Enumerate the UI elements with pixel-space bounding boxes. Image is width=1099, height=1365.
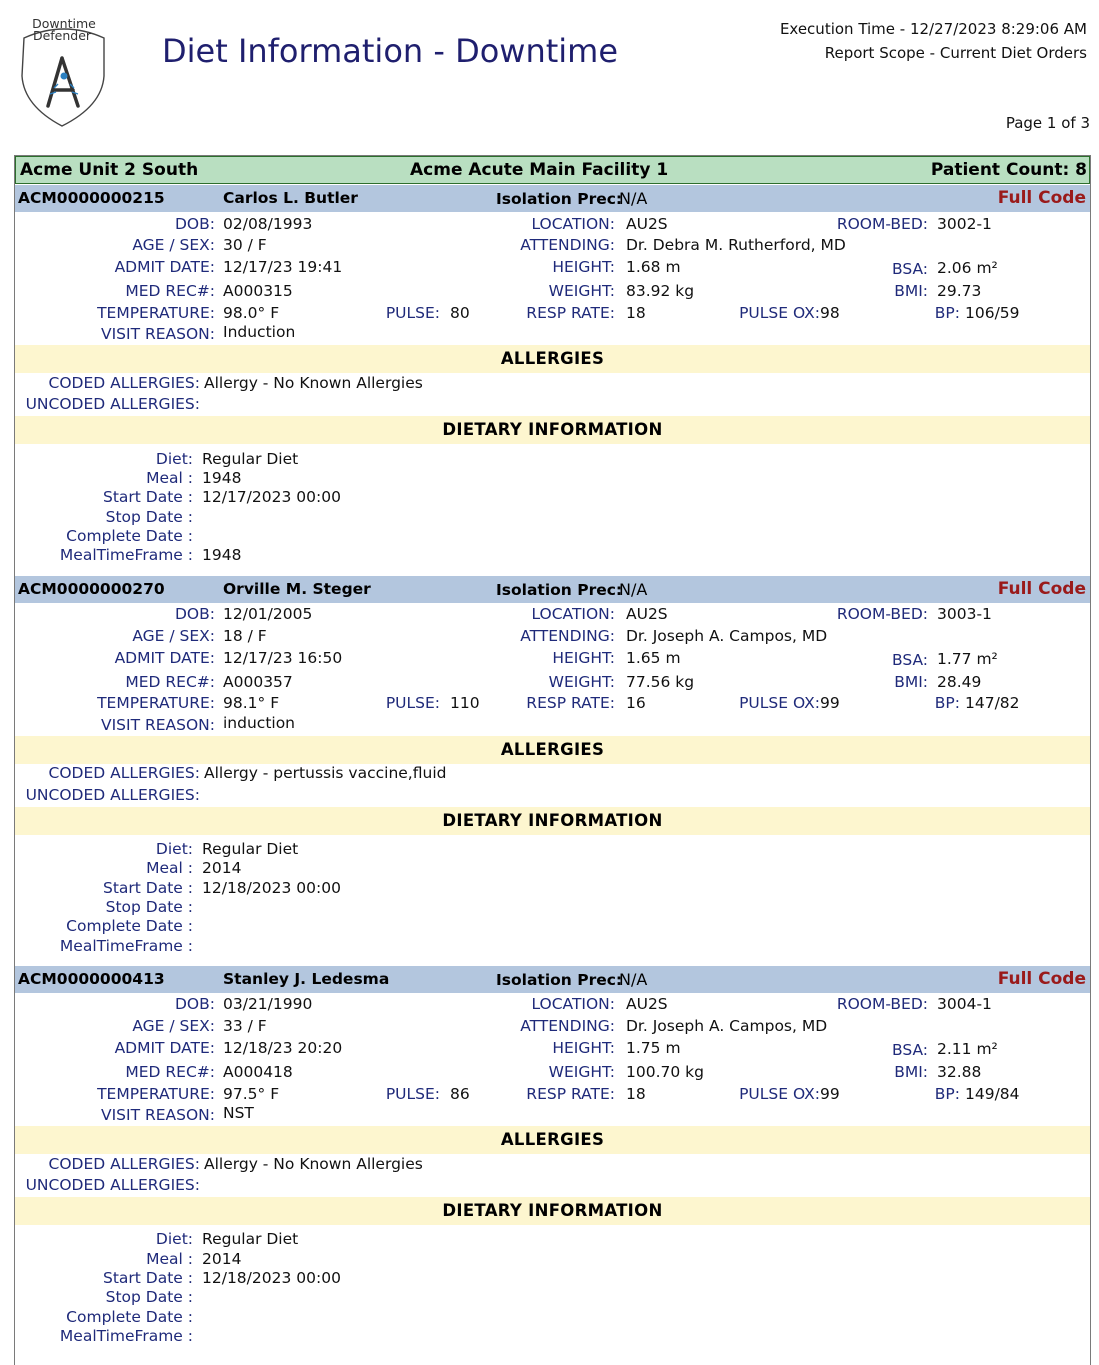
visit-reason-label: VISIT REASON: bbox=[100, 716, 215, 734]
dob-label: DOB: bbox=[175, 605, 215, 623]
resp-rate-value: 18 bbox=[626, 304, 646, 322]
resp-rate-label: RESP RATE: bbox=[526, 1085, 615, 1103]
meal-label: Meal : bbox=[146, 859, 193, 877]
height-value: 1.65 m bbox=[626, 649, 681, 667]
room-bed-value: 3002-1 bbox=[937, 215, 992, 233]
bp-value: 149/84 bbox=[965, 1085, 1020, 1103]
patient-count: Patient Count: 8 bbox=[930, 160, 1087, 180]
code-status: Full Code bbox=[997, 579, 1086, 599]
age-sex-label: AGE / SEX: bbox=[132, 236, 215, 254]
diet-value: Regular Diet bbox=[202, 450, 299, 468]
temperature-value: 98.1° F bbox=[223, 694, 280, 712]
admit-date-label: ADMIT DATE: bbox=[114, 1039, 215, 1057]
bp-value: 147/82 bbox=[965, 694, 1020, 712]
admit-date-value: 12/18/23 20:20 bbox=[223, 1039, 343, 1057]
bp-label: BP: bbox=[934, 304, 960, 322]
weight-value: 77.56 kg bbox=[626, 673, 695, 691]
pulse-ox-label: PULSE OX: bbox=[739, 1085, 820, 1103]
bp-label: BP: bbox=[934, 1085, 960, 1103]
room-bed-value: 3004-1 bbox=[937, 995, 992, 1013]
isolation-value: N/A bbox=[619, 970, 648, 989]
coded-allergies-value: Allergy - No Known Allergies bbox=[204, 1155, 423, 1173]
patient-name: Carlos L. Butler bbox=[223, 189, 358, 207]
patient-card bbox=[15, 576, 1090, 966]
room-bed-label: ROOM-BED: bbox=[836, 605, 928, 623]
patient-card bbox=[15, 966, 1090, 1356]
diet-value: Regular Diet bbox=[202, 840, 299, 858]
weight-label: WEIGHT: bbox=[548, 673, 615, 691]
report-container bbox=[14, 155, 1091, 1365]
coded-allergies-label: CODED ALLERGIES: bbox=[48, 1155, 200, 1173]
diet-label: Diet: bbox=[155, 450, 193, 468]
age-sex-label: AGE / SEX: bbox=[132, 627, 215, 645]
dietary-header: DIETARY INFORMATION bbox=[15, 416, 1090, 444]
stop-date-label: Stop Date : bbox=[105, 898, 193, 916]
meal-value: 2014 bbox=[202, 1250, 242, 1268]
patient-header bbox=[15, 576, 1090, 603]
allergies-header: ALLERGIES bbox=[15, 345, 1090, 373]
diet-label: Diet: bbox=[155, 840, 193, 858]
med-rec-value: A000357 bbox=[223, 673, 293, 691]
resp-rate-label: RESP RATE: bbox=[526, 304, 615, 322]
stop-date-label: Stop Date : bbox=[105, 1288, 193, 1306]
bsa-label: BSA: bbox=[891, 260, 928, 278]
meal-label: Meal : bbox=[146, 469, 193, 487]
height-label: HEIGHT: bbox=[552, 1039, 615, 1057]
patient-name: Stanley J. Ledesma bbox=[223, 970, 390, 988]
med-rec-value: A000418 bbox=[223, 1063, 293, 1081]
attending-value: Dr. Joseph A. Campos, MD bbox=[626, 1017, 828, 1035]
bsa-value: 2.06 m² bbox=[937, 259, 998, 277]
visit-reason-value: Induction bbox=[223, 323, 296, 341]
admit-date-label: ADMIT DATE: bbox=[114, 258, 215, 276]
code-status: Full Code bbox=[997, 188, 1086, 208]
start-date-value: 12/17/2023 00:00 bbox=[202, 488, 341, 506]
start-date-label: Start Date : bbox=[103, 1269, 193, 1287]
bsa-label: BSA: bbox=[891, 651, 928, 669]
bp-value: 106/59 bbox=[965, 304, 1020, 322]
room-bed-label: ROOM-BED: bbox=[836, 995, 928, 1013]
shield-logo-icon bbox=[18, 14, 110, 130]
patient-mrn: ACM0000000215 bbox=[18, 189, 165, 207]
stop-date-label: Stop Date : bbox=[105, 508, 193, 526]
location-label: LOCATION: bbox=[531, 995, 615, 1013]
attending-label: ATTENDING: bbox=[520, 1017, 615, 1035]
pulse-ox-label: PULSE OX: bbox=[739, 694, 820, 712]
bmi-value: 32.88 bbox=[937, 1063, 982, 1081]
bmi-label: BMI: bbox=[894, 282, 928, 300]
dob-label: DOB: bbox=[175, 215, 215, 233]
age-sex-label: AGE / SEX: bbox=[132, 1017, 215, 1035]
page-number: Page 1 of 3 bbox=[1005, 114, 1090, 132]
height-value: 1.75 m bbox=[626, 1039, 681, 1057]
allergies-header: ALLERGIES bbox=[15, 736, 1090, 764]
complete-date-label: Complete Date : bbox=[66, 917, 193, 935]
coded-allergies-value: Allergy - No Known Allergies bbox=[204, 374, 423, 392]
meal-time-frame-label: MealTimeFrame : bbox=[59, 1327, 193, 1345]
unit-name: Acme Unit 2 South bbox=[20, 160, 199, 180]
visit-reason-label: VISIT REASON: bbox=[100, 325, 215, 343]
complete-date-label: Complete Date : bbox=[66, 527, 193, 545]
visit-reason-value: NST bbox=[223, 1104, 254, 1122]
logo-text-line1: Downtime bbox=[32, 16, 96, 31]
report-scope: Report Scope - Current Diet Orders bbox=[824, 44, 1087, 62]
location-label: LOCATION: bbox=[531, 605, 615, 623]
code-status: Full Code bbox=[997, 969, 1086, 989]
dob-value: 12/01/2005 bbox=[223, 605, 313, 623]
start-date-label: Start Date : bbox=[103, 488, 193, 506]
dietary-header: DIETARY INFORMATION bbox=[15, 807, 1090, 835]
coded-allergies-label: CODED ALLERGIES: bbox=[48, 374, 200, 392]
med-rec-label: MED REC#: bbox=[125, 282, 215, 300]
bmi-label: BMI: bbox=[894, 1063, 928, 1081]
pulse-value: 86 bbox=[450, 1085, 470, 1103]
start-date-value: 12/18/2023 00:00 bbox=[202, 879, 341, 897]
meal-time-frame-label: MealTimeFrame : bbox=[59, 546, 193, 564]
pulse-value: 110 bbox=[450, 694, 480, 712]
location-value: AU2S bbox=[626, 605, 668, 623]
start-date-label: Start Date : bbox=[103, 879, 193, 897]
coded-allergies-label: CODED ALLERGIES: bbox=[48, 764, 200, 782]
resp-rate-label: RESP RATE: bbox=[526, 694, 615, 712]
dob-value: 02/08/1993 bbox=[223, 215, 313, 233]
patient-mrn: ACM0000000270 bbox=[18, 580, 165, 598]
diet-value: Regular Diet bbox=[202, 1230, 299, 1248]
bmi-value: 29.73 bbox=[937, 282, 982, 300]
pulse-label: PULSE: bbox=[385, 1085, 440, 1103]
age-sex-value: 33 / F bbox=[223, 1017, 267, 1035]
weight-label: WEIGHT: bbox=[548, 282, 615, 300]
weight-label: WEIGHT: bbox=[548, 1063, 615, 1081]
visit-reason-value: induction bbox=[223, 714, 296, 732]
weight-value: 83.92 kg bbox=[626, 282, 695, 300]
height-value: 1.68 m bbox=[626, 258, 681, 276]
temperature-label: TEMPERATURE: bbox=[97, 1085, 215, 1103]
pulse-ox-label: PULSE OX: bbox=[739, 304, 820, 322]
isolation-value: N/A bbox=[619, 189, 648, 208]
resp-rate-value: 16 bbox=[626, 694, 646, 712]
pulse-ox-value: 98 bbox=[820, 304, 840, 322]
patient-header bbox=[15, 185, 1090, 212]
room-bed-label: ROOM-BED: bbox=[836, 215, 928, 233]
admit-date-label: ADMIT DATE: bbox=[114, 649, 215, 667]
allergies-header: ALLERGIES bbox=[15, 1126, 1090, 1154]
admit-date-value: 12/17/23 16:50 bbox=[223, 649, 343, 667]
unit-bar bbox=[15, 156, 1090, 184]
uncoded-allergies-label: UNCODED ALLERGIES: bbox=[25, 395, 200, 413]
isolation-label: Isolation Prec: bbox=[496, 971, 623, 989]
temperature-value: 97.5° F bbox=[223, 1085, 280, 1103]
bsa-value: 1.77 m² bbox=[937, 650, 998, 668]
dob-label: DOB: bbox=[175, 995, 215, 1013]
meal-value: 2014 bbox=[202, 859, 242, 877]
height-label: HEIGHT: bbox=[552, 258, 615, 276]
patient-name: Orville M. Steger bbox=[223, 580, 371, 598]
resp-rate-value: 18 bbox=[626, 1085, 646, 1103]
uncoded-allergies-label: UNCODED ALLERGIES: bbox=[25, 1176, 200, 1194]
page-title: Diet Information - Downtime bbox=[162, 32, 619, 70]
bmi-value: 28.49 bbox=[937, 673, 982, 691]
pulse-value: 80 bbox=[450, 304, 470, 322]
meal-time-frame-label: MealTimeFrame : bbox=[59, 937, 193, 955]
attending-label: ATTENDING: bbox=[520, 627, 615, 645]
bp-label: BP: bbox=[934, 694, 960, 712]
age-sex-value: 30 / F bbox=[223, 236, 267, 254]
attending-value: Dr. Joseph A. Campos, MD bbox=[626, 627, 828, 645]
temperature-label: TEMPERATURE: bbox=[97, 304, 215, 322]
logo-text-line2: Defender bbox=[32, 28, 92, 43]
visit-reason-label: VISIT REASON: bbox=[100, 1106, 215, 1124]
age-sex-value: 18 / F bbox=[223, 627, 267, 645]
attending-label: ATTENDING: bbox=[520, 236, 615, 254]
med-rec-label: MED REC#: bbox=[125, 1063, 215, 1081]
location-value: AU2S bbox=[626, 995, 668, 1013]
patient-card bbox=[15, 185, 1090, 575]
height-label: HEIGHT: bbox=[552, 649, 615, 667]
pulse-label: PULSE: bbox=[385, 694, 440, 712]
dietary-header: DIETARY INFORMATION bbox=[15, 1197, 1090, 1225]
downtime-defender-logo bbox=[18, 14, 110, 130]
complete-date-label: Complete Date : bbox=[66, 1308, 193, 1326]
room-bed-value: 3003-1 bbox=[937, 605, 992, 623]
dob-value: 03/21/1990 bbox=[223, 995, 313, 1013]
pulse-ox-value: 99 bbox=[820, 1085, 840, 1103]
facility-name: Acme Acute Main Facility 1 bbox=[410, 160, 669, 180]
attending-value: Dr. Debra M. Rutherford, MD bbox=[626, 236, 846, 254]
med-rec-value: A000315 bbox=[223, 282, 293, 300]
med-rec-label: MED REC#: bbox=[125, 673, 215, 691]
meal-label: Meal : bbox=[146, 1250, 193, 1268]
uncoded-allergies-label: UNCODED ALLERGIES: bbox=[25, 786, 200, 804]
location-value: AU2S bbox=[626, 215, 668, 233]
weight-value: 100.70 kg bbox=[626, 1063, 704, 1081]
start-date-value: 12/18/2023 00:00 bbox=[202, 1269, 341, 1287]
bsa-label: BSA: bbox=[891, 1041, 928, 1059]
temperature-value: 98.0° F bbox=[223, 304, 280, 322]
admit-date-value: 12/17/23 19:41 bbox=[223, 258, 343, 276]
patient-header bbox=[15, 966, 1090, 993]
bsa-value: 2.11 m² bbox=[937, 1040, 998, 1058]
meal-value: 1948 bbox=[202, 469, 242, 487]
pulse-label: PULSE: bbox=[385, 304, 440, 322]
bmi-label: BMI: bbox=[894, 673, 928, 691]
patient-mrn: ACM0000000413 bbox=[18, 970, 165, 988]
location-label: LOCATION: bbox=[531, 215, 615, 233]
meal-time-frame-value: 1948 bbox=[202, 546, 242, 564]
diet-label: Diet: bbox=[155, 1230, 193, 1248]
temperature-label: TEMPERATURE: bbox=[97, 694, 215, 712]
isolation-label: Isolation Prec: bbox=[496, 190, 623, 208]
coded-allergies-value: Allergy - pertussis vaccine,fluid bbox=[204, 764, 447, 782]
isolation-value: N/A bbox=[619, 580, 648, 599]
execution-time: Execution Time - 12/27/2023 8:29:06 AM bbox=[779, 20, 1087, 38]
pulse-ox-value: 99 bbox=[820, 694, 840, 712]
isolation-label: Isolation Prec: bbox=[496, 581, 623, 599]
